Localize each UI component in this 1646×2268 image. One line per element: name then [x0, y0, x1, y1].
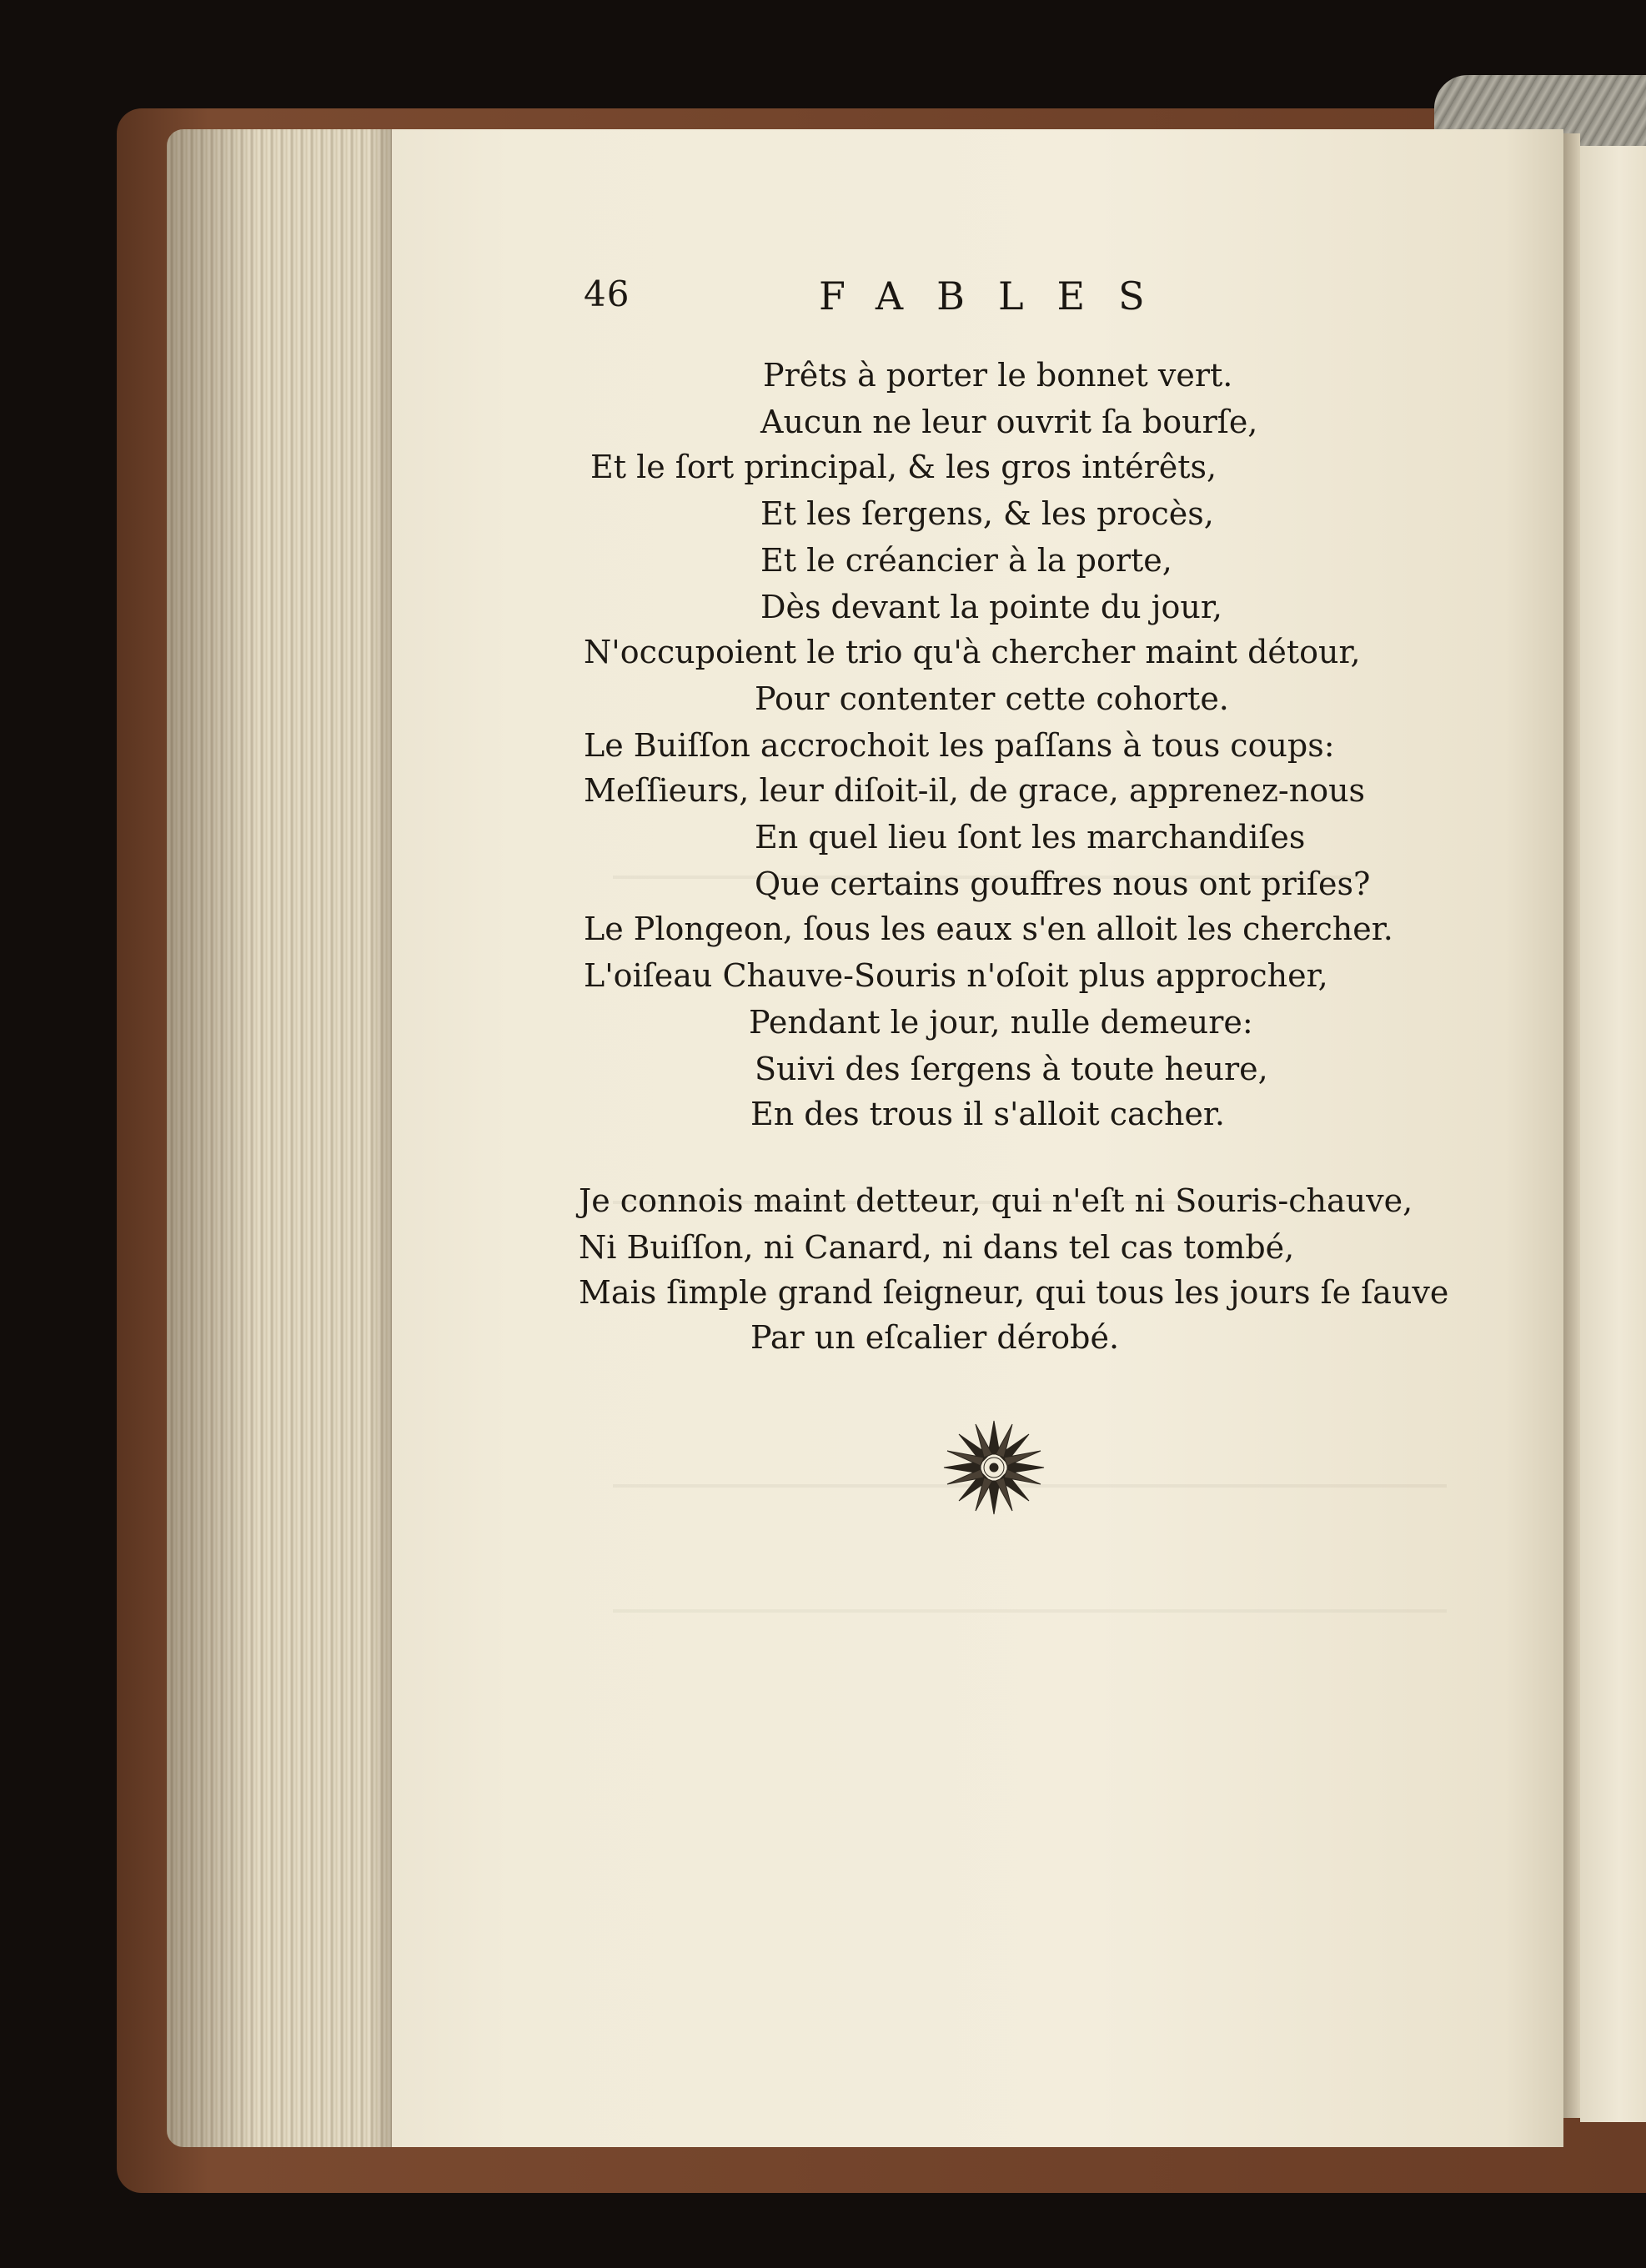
poem-line: Que certains gouffres nous ont priſes? — [755, 866, 1371, 902]
poem-line: Pendant le jour, nulle demeure: — [749, 1004, 1253, 1041]
poem-line: Mais ſimple grand ſeigneur, qui tous les jours ſe ſauve — [579, 1274, 1449, 1311]
poem-line: Le Plongeon, ſous les eaux s'en alloit les chercher. — [584, 911, 1393, 947]
poem-line: Dès devant la pointe du jour, — [760, 589, 1222, 625]
poem-line: Aucun ne leur ouvrit ſa bourſe, — [760, 404, 1258, 440]
star-ornament-icon — [938, 1418, 1051, 1518]
page-number: 46 — [584, 273, 630, 314]
poem-line: Suivi des ſergens à toute heure, — [755, 1051, 1268, 1087]
poem-line: Meſſieurs, leur diſoit-il, de grace, apprenez-nous — [584, 772, 1366, 809]
poem-line: Prêts à porter le bonnet vert. — [763, 357, 1233, 394]
poem-line: Ni Buiſſon, ni Canard, ni dans tel cas tombé, — [579, 1229, 1295, 1266]
poem-line: L'oiſeau Chauve-Souris n'oſoit plus approcher, — [584, 957, 1328, 994]
poem-line: En quel lieu ſont les marchandiſes — [755, 819, 1306, 856]
poem-line: Le Buiſſon accrochoit les paſſans à tous coups: — [584, 727, 1335, 764]
poem-line: Je connois maint detteur, qui n'eſt ni Souris-chauve, — [579, 1182, 1413, 1219]
running-title: FABLES — [819, 273, 1178, 319]
poem-line: Et le créancier à la porte, — [760, 542, 1172, 579]
poem-line: En des trous il s'alloit cacher. — [750, 1096, 1225, 1132]
poem-line: Et les ſergens, & les procès, — [760, 495, 1214, 532]
poem-line: Et le ſort principal, & les gros intérêts, — [590, 449, 1217, 485]
poem-line: N'occupoient le trio qu'à chercher maint détour, — [584, 634, 1361, 670]
poem-line: Pour contenter cette cohorte. — [755, 680, 1229, 717]
poem-line: Par un eſcalier dérobé. — [750, 1319, 1120, 1356]
